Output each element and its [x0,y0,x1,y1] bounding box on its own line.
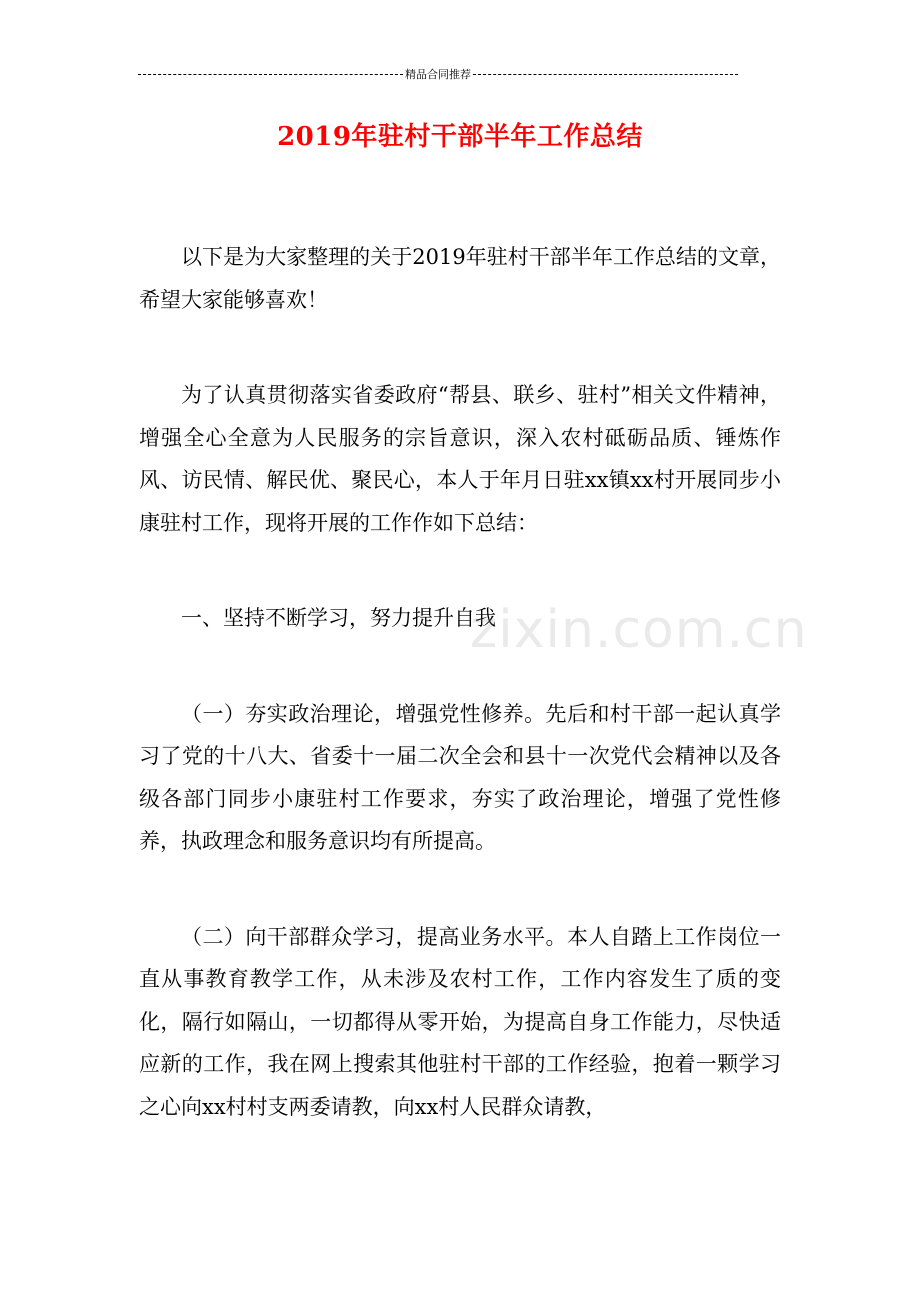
header-label: 精品合同推荐 [405,68,471,81]
document-title: 2019年驻村干部半年工作总结 [277,122,643,152]
paragraph-background: 为了认真贯彻落实省委政府“帮县、联乡、驻村”相关文件精神，增强全心全意为人民服务的宗旨意识，深入农村砥砺品质、锤炼作风、访民情、解民优、聚民心，本人于年月日驻xx镇xx村开展同步小康驻村工作，现将开展的工作作如下总结： [139,383,781,535]
section-heading-1: 一、坚持不断学习，努力提升自我 [181,606,496,630]
paragraph-intro: 以下是为大家整理的关于2019年驻村干部半年工作总结的文章，希望大家能够喜欢！ [139,245,781,312]
header-divider [138,66,738,82]
document-body [139,236,781,1128]
header-dash-right [473,74,738,75]
paragraph-item-1: （一）夯实政治理论，增强党性修养。先后和村干部一起认真学习了党的十八大、省委十一届二次全会和县十一次党代会精神以及各级各部门同步小康驻村工作要求，夯实了政治理论，增强了党性修养，执政理念和服务意识均有所提高。 [139,701,781,853]
paragraph-item-2: （二）向干部群众学习，提高业务水平。本人自踏上工作岗位一直从事教育教学工作，从未涉及农村工作，工作内容发生了质的变化，隔行如隔山，一切都得从零开始，为提高自身工作能力，尽快适应新的工作，我在网上搜索其他驻村干部的工作经验，抱着一颗学习之心向xx村村支两委请教，向xx村人民群众请教， [139,924,781,1119]
watermark-text: zixin.com.cn [470,600,808,660]
header-dash-left [138,74,403,75]
